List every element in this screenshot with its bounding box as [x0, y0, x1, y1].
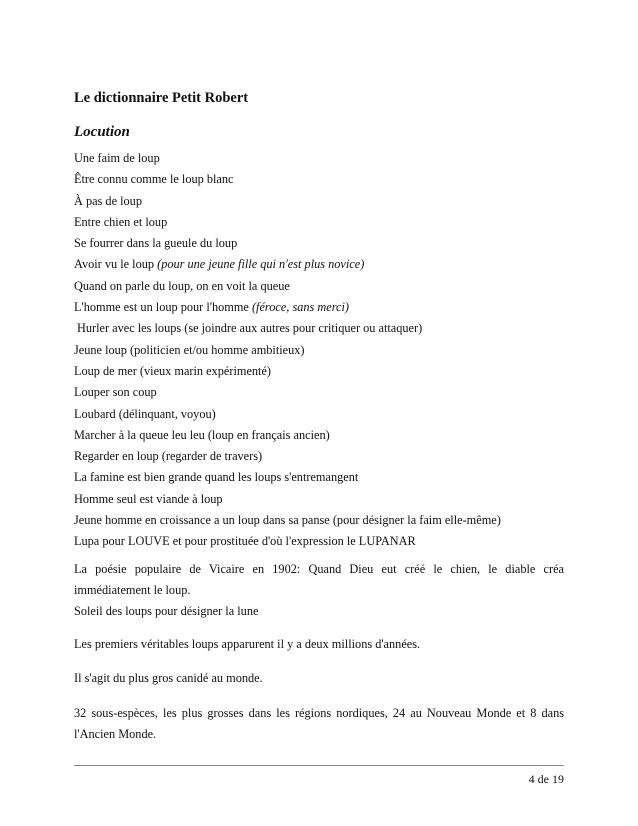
locution-note: (féroce, sans merci) — [251, 300, 350, 315]
locution-line: Homme seul est viande à loup — [74, 491, 223, 506]
locution-line: Avoir vu le loup (pour une jeune fille qui n'est plus novice) — [74, 257, 365, 272]
locution-line: Regarder en loup (regarder de travers) — [74, 449, 263, 464]
locution-line: Une faim de loup — [74, 151, 160, 165]
locution-line: À pas de loup — [74, 193, 142, 208]
body-paragraph: Il s'agit du plus gros canidé au monde. — [74, 671, 263, 685]
locution-line: Entre chien et loup — [74, 214, 168, 229]
page-number: 4 de 19 — [528, 772, 564, 786]
locution-line: Être connu comme le loup blanc — [74, 172, 234, 187]
locution-note: (pour une jeune fille qui n'est plus novice) — [157, 257, 365, 272]
footer-divider — [74, 765, 564, 766]
locution-line: Quand on parle du loup, on en voit la queue — [74, 278, 290, 293]
locution-line: Louper son coup — [74, 385, 157, 400]
body-paragraph: 32 sous-espèces, les plus grosses dans les régions nordiques, 24 au Nouveau Monde et 8 dans l'Ancien Monde. — [74, 706, 564, 742]
locution-line: Jeune homme en croissance a un loup dans sa panse (pour désigner la faim elle-même) — [74, 513, 501, 528]
locution-line: Lupa pour LOUVE et pour prostituée d'où l'expression le LUPANAR — [74, 534, 416, 549]
locution-line: La famine est bien grande quand les loups s'entremangent — [74, 470, 359, 485]
body-paragraph: Les premiers véritables loups apparurent il y a deux millions d'années. — [74, 637, 421, 651]
document-title: Le dictionnaire Petit Robert — [74, 90, 249, 106]
locution-line: Jeune loup (politicien et/ou homme ambitieux) — [74, 342, 305, 357]
vicaire-paragraph: La poésie populaire de Vicaire en 1902: Quand Dieu eut créé le chien, le diable créa immédiatement le loup. — [74, 562, 564, 598]
locution-line: Loubard (délinquant, voyou) — [74, 406, 216, 421]
locution-line: Loup de mer (vieux marin expérimenté) — [74, 363, 272, 378]
locution-line: Marcher à la queue leu leu (loup en français ancien) — [74, 427, 330, 442]
locution-list — [74, 148, 564, 553]
locution-line: Hurler avec les loups (se joindre aux autres pour critiquer ou attaquer) — [77, 321, 423, 336]
soleil-line: Soleil des loups pour désigner la lune — [74, 604, 259, 618]
locution-line: L'homme est un loup pour l'homme (féroce, sans merci) — [74, 300, 350, 315]
locution-line: Se fourrer dans la gueule du loup — [74, 236, 238, 251]
section-heading: Locution — [74, 124, 130, 140]
